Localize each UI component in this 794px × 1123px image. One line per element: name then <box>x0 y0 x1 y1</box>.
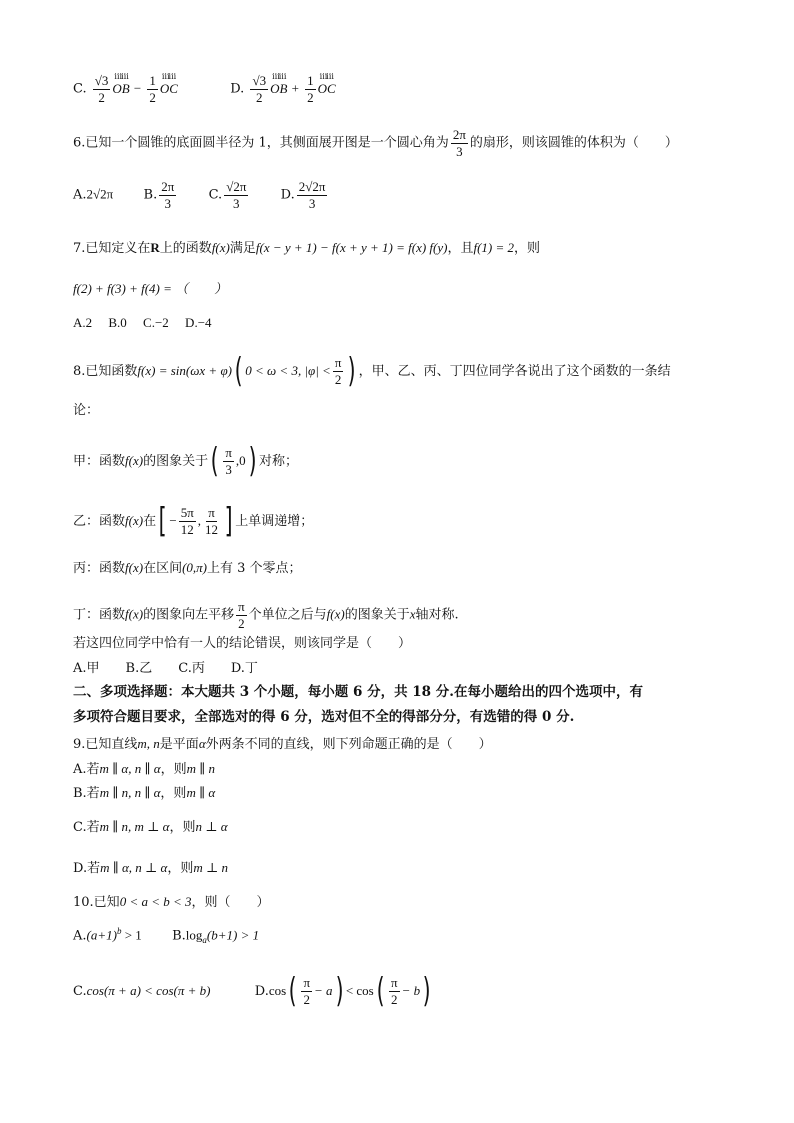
q8-stem-cont: 论： <box>73 403 100 418</box>
vector-oc: ⅲⅲ OC <box>160 82 178 95</box>
vector-oc: ⅲⅲ OC <box>318 82 336 95</box>
section-2-heading-cont: 多项符合题目要求，全部选对的得 6 分，选对但不全的得部分分，有选错的得 0 分. <box>73 709 575 725</box>
q7-expression: f(2) + f(3) + f(4) = （ ） <box>73 281 228 296</box>
q5-options-row: C. $\frac{√3}{2}$ ⅲⅲ OB − $\frac{1}{2}$ ⅲⅲ OC D. $\frac{√3}{2}$ ⅲⅲ OB + $\frac{1}{2}$ ⅲⅲ OC <box>73 74 336 104</box>
q7-options: A.2 B.0 C.−2 D.−4 <box>73 315 212 330</box>
q6-stem: 6.已知一个圆锥的底面圆半径为 1，其侧面展开图是一个圆心角为 $\frac{2\pi}{3}$ 的扇形，则该圆锥的体积为（ ） <box>73 127 678 159</box>
q5-option-c-label: C. <box>73 81 87 97</box>
q8-options: A.甲 B.乙 C.丙 D.丁 <box>73 661 258 676</box>
q10-options-ab: $A.(a+1)^b > 1$ $B.\log_a(b+1) > 1$ <box>73 926 260 945</box>
q9-stem: 9.已知直线m, n是平面α外两条不同的直线，则下列命题正确的是（ ） <box>73 736 492 752</box>
q9-option-b: B.若m ∥ n, n ∥ α，则m ∥ α <box>73 785 216 801</box>
q5-c-frac2: $\frac{1}{2}$ <box>149 73 156 105</box>
q10-stem: 10.已知0 < a < b < 3，则（ ） <box>73 894 270 910</box>
q8-ask: 若这四位同学中恰有一人的结论错误，则该同学是（ ） <box>73 636 412 651</box>
vector-ob: ⅲⅲ OB <box>112 82 129 95</box>
q6-angle-frac: $\frac{2\pi}{3}$ <box>452 127 466 159</box>
q5-d-frac2: $\frac{1}{2}$ <box>307 73 314 105</box>
q8-yi: 乙：函数f(x)在[ − $\frac{5\pi}{12}$ , $\frac{\pi}{12}$ ] 上单调递增； <box>73 501 314 541</box>
q9-option-d: D.若m ∥ α, n ⊥ α，则m ⊥ n <box>73 860 229 876</box>
q8-jia: 甲：函数f(x)的图象关于( $\frac{\pi}{3}$ ,0) 对称； <box>73 441 298 481</box>
q8-bing: 丙：函数f(x)在区间(0,π)上有 3 个零点； <box>73 560 302 576</box>
q5-d-frac1: $\frac{√3}{2}$ <box>252 73 267 105</box>
q7-stem: 7.已知定义在R上的函数f(x)满足f(x − y + 1) − f(x + y + 1) = f(x) f(y)，且f(1) = 2，则 <box>73 240 541 256</box>
vector-ob: ⅲⅲ OB <box>270 82 287 95</box>
q8-stem: 8.已知函数f(x) = sin(ωx + φ)( 0 < ω < 3, |φ| < $\frac{\pi}{2}$ ) ，甲、乙、丙、丁四位同学各说出了这个函数的一条结 <box>73 351 671 391</box>
q6-options: A.2√2π B. $\frac{2\pi}{3}$ C. $\frac{√2\pi}{3}$ D. $\frac{2√2\pi}{3}$ <box>73 179 326 211</box>
q9-option-c: C.若m ∥ n, m ⊥ α，则n ⊥ α <box>73 819 228 835</box>
q5-option-d-label: D. <box>230 81 245 97</box>
q5-c-frac1: $\frac{√3}{2}$ <box>94 73 109 105</box>
section-2-heading: 二、多项选择题：本大题共 3 个小题，每小题 6 分，共 18 分.在每小题给出的四个选项中，有 <box>73 684 643 700</box>
q9-option-a: A.若m ∥ α, n ∥ α，则m ∥ n <box>73 761 215 777</box>
q8-ding: 丁：函数f(x)的图象向左平移 $\frac{\pi}{2}$ 个单位之后与f(x)的图象关于x轴对称. <box>73 599 459 631</box>
q10-options-cd: C.cos(π + a) < cos(π + b) D.cos( $\frac{\pi}{2}$ − a) < cos( $\frac{\pi}{2}$ − b) <box>73 971 431 1011</box>
